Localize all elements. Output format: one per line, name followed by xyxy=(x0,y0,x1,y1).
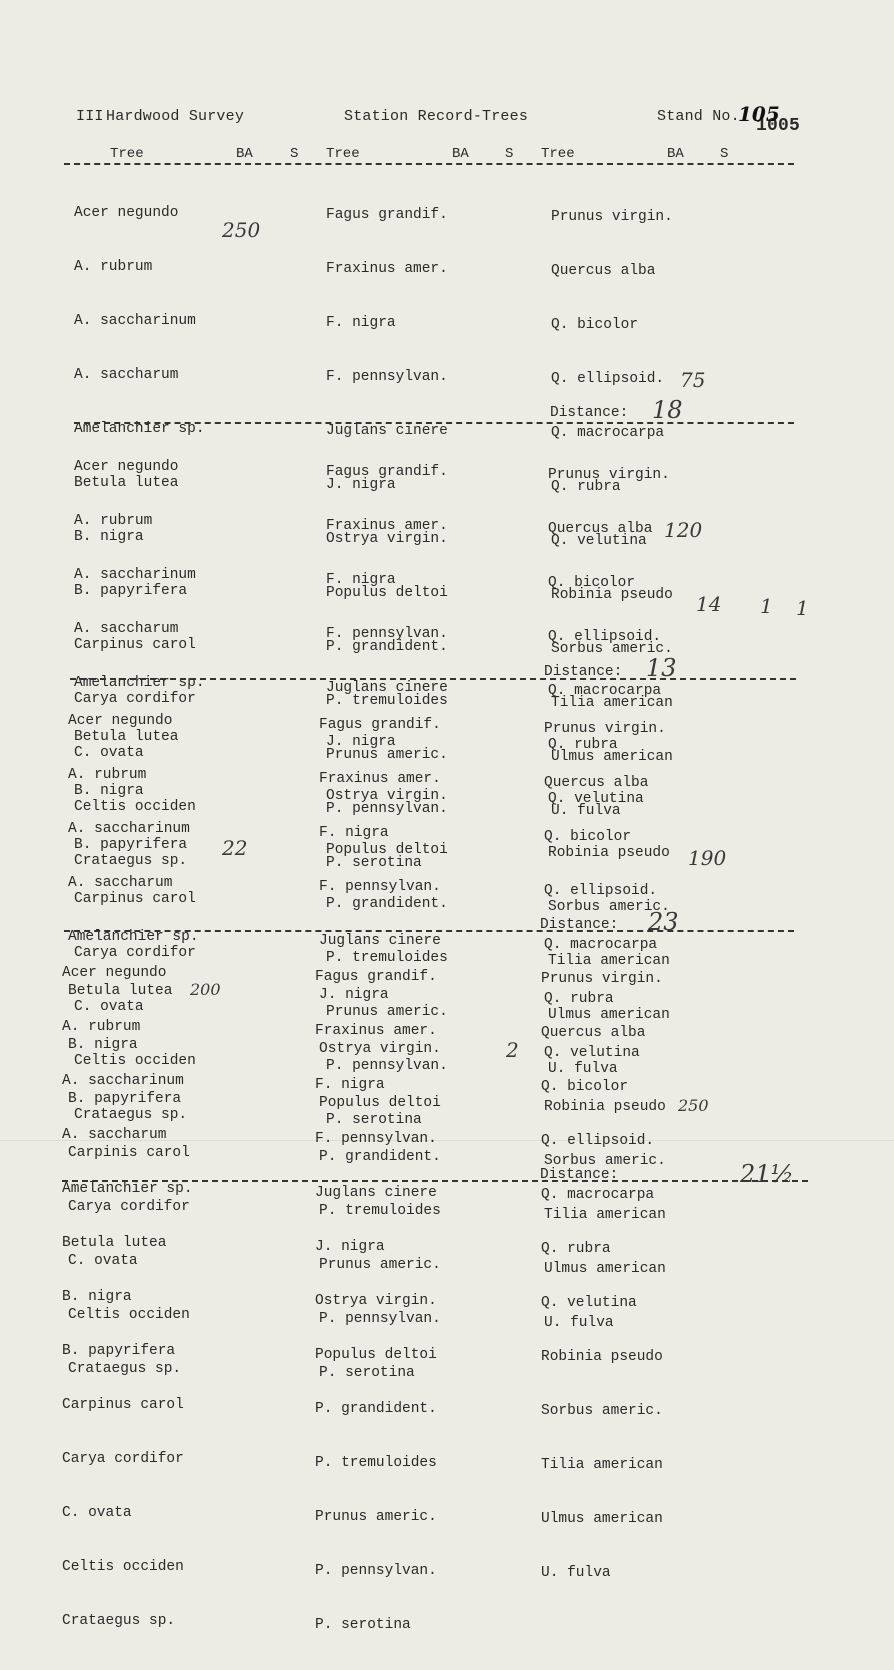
list-item: Juglans cinere xyxy=(326,423,448,439)
list-item: Acer negundo xyxy=(62,965,167,981)
list-item: B. nigra xyxy=(74,529,144,545)
list-item: P. tremuloides xyxy=(326,693,448,709)
list-item: P. grandident. xyxy=(315,1401,437,1417)
list-item: Celtis occiden xyxy=(68,1307,190,1323)
list-item: Amelanchier sp. xyxy=(62,1181,193,1197)
list-item: Carpinis carol xyxy=(68,1145,190,1161)
list-item: Amelanchier sp. xyxy=(74,675,205,691)
distance-value: 23 xyxy=(648,908,679,936)
list-item: Ulmus american xyxy=(551,749,673,765)
distance-value: 21½ xyxy=(740,1160,794,1188)
list-item: F. nigra xyxy=(326,572,396,588)
handwritten-value: 75 xyxy=(680,368,706,392)
list-item: Crataegus sp. xyxy=(62,1613,176,1629)
list-item: F. pennsylvan. xyxy=(315,1131,437,1147)
list-item: F. pennsylvan. xyxy=(326,369,448,385)
list-item: Betula lutea xyxy=(74,729,179,745)
list-item: B. nigra xyxy=(62,1289,132,1305)
col3-s-header: S xyxy=(720,146,729,162)
list-item: Acer negundo xyxy=(74,459,179,475)
list-item: Populus deltoi xyxy=(319,1095,441,1111)
list-item: Prunus americ. xyxy=(326,747,448,763)
section4-col3 xyxy=(541,934,663,1618)
list-item: A. rubrum xyxy=(74,259,153,275)
list-item: Fraxinus amer. xyxy=(315,1023,437,1039)
list-item: Ulmus american xyxy=(548,1007,670,1023)
distance-value: 13 xyxy=(646,654,677,682)
list-item: U. fulva xyxy=(551,803,621,819)
list-item: P. serotina xyxy=(326,1112,422,1128)
list-item: Q. bicolor xyxy=(551,317,639,333)
list-item: P. grandident. xyxy=(319,1149,441,1165)
list-item: B. papyrifera xyxy=(74,583,188,599)
list-item: Populus deltoi xyxy=(315,1347,437,1363)
list-item: U. fulva xyxy=(541,1565,611,1581)
list-item: Q. bicolor xyxy=(548,575,636,591)
list-item: Q. velutina xyxy=(541,1295,637,1311)
handwritten-value: 120 xyxy=(664,518,703,542)
list-item: Amelanchier sp. xyxy=(68,929,199,945)
list-item: Prunus virgin. xyxy=(551,209,673,225)
list-item: Carya cordifor xyxy=(62,1451,184,1467)
list-item: Robinia pseudo xyxy=(544,1099,666,1115)
list-item: Q. rubra xyxy=(541,1241,611,1257)
list-item: Quercus alba xyxy=(548,521,653,537)
list-item: Sorbus americ. xyxy=(548,899,670,915)
form-id: III xyxy=(76,108,104,125)
list-item: F. nigra xyxy=(319,825,389,841)
handwritten-value: 14 xyxy=(696,592,722,616)
handwritten-mark: 1 xyxy=(796,596,809,620)
list-item: Populus deltoi xyxy=(326,842,448,858)
col1-ba-header: BA xyxy=(236,146,253,162)
list-item: Robinia pseudo xyxy=(551,587,673,603)
list-item: Betula lutea xyxy=(62,1235,167,1251)
list-item: Fagus grandif. xyxy=(319,717,441,733)
list-item: Prunus virgin. xyxy=(544,721,666,737)
list-item: A. rubrum xyxy=(74,513,153,529)
list-item: Prunus virgin. xyxy=(541,971,663,987)
list-item: A. rubrum xyxy=(68,767,147,783)
list-item: P. serotina xyxy=(326,855,422,871)
list-item: P. tremuloides xyxy=(315,1455,437,1471)
list-item: Tilia american xyxy=(544,1207,666,1223)
list-item: A. saccharum xyxy=(74,621,179,637)
list-item: F. pennsylvan. xyxy=(326,626,448,642)
list-item: Q. ellipsoid. xyxy=(551,371,665,387)
list-item: C. ovata xyxy=(62,1505,132,1521)
list-item: Ulmus american xyxy=(544,1261,666,1277)
handwritten-value: 250 xyxy=(678,1096,709,1115)
list-item: J. nigra xyxy=(315,1239,385,1255)
paper-fold xyxy=(0,1140,894,1141)
list-item: Q. bicolor xyxy=(541,1079,629,1095)
header-divider xyxy=(64,163,794,165)
list-item: Fagus grandif. xyxy=(315,969,437,985)
col2-ba-header: BA xyxy=(452,146,469,162)
list-item: A. saccharum xyxy=(74,367,179,383)
stand-number-typed: 1005 xyxy=(756,116,801,136)
list-item: B. papyrifera xyxy=(74,837,188,853)
list-item: Amelanchier sp. xyxy=(74,421,205,437)
list-item: Fraxinus amer. xyxy=(319,771,441,787)
list-item: Quercus alba xyxy=(551,263,656,279)
list-item: Quercus alba xyxy=(544,775,649,791)
distance-value: 18 xyxy=(652,396,683,424)
list-item: A. saccharum xyxy=(62,1127,167,1143)
list-item: P. grandident. xyxy=(326,639,448,655)
list-item: Prunus americ. xyxy=(326,1004,448,1020)
list-item: F. pennsylvan. xyxy=(319,879,441,895)
col1-tree-header: Tree xyxy=(110,146,144,162)
list-item: Tilia american xyxy=(551,695,673,711)
list-item: Carpinus carol xyxy=(74,637,196,653)
handwritten-value: 250 xyxy=(222,218,261,242)
list-item: Q. ellipsoid. xyxy=(544,883,658,899)
list-item: Q. rubra xyxy=(551,479,621,495)
list-item: B. nigra xyxy=(74,783,144,799)
list-item: C. ovata xyxy=(68,1253,138,1269)
list-item: Q. bicolor xyxy=(544,829,632,845)
list-item: B. nigra xyxy=(68,1037,138,1053)
list-item: Q. velutina xyxy=(548,791,644,807)
list-item: Celtis occiden xyxy=(74,799,196,815)
list-item: Tilia american xyxy=(541,1457,663,1473)
col2-tree-header: Tree xyxy=(326,146,360,162)
list-item: Ostrya virgin. xyxy=(326,788,448,804)
list-item: P. pennsylvan. xyxy=(326,1058,448,1074)
list-item: J. nigra xyxy=(319,987,389,1003)
list-item: Ostrya virgin. xyxy=(319,1041,441,1057)
list-item: B. papyrifera xyxy=(62,1343,176,1359)
list-item: Prunus virgin. xyxy=(548,467,670,483)
list-item: Carya cordifor xyxy=(68,1199,190,1215)
list-item: Q. velutina xyxy=(544,1045,640,1061)
list-item: Betula lutea xyxy=(68,983,173,999)
list-item: Carpinus carol xyxy=(74,891,196,907)
list-item: Ostrya virgin. xyxy=(315,1293,437,1309)
section-divider xyxy=(62,1180,808,1182)
list-item: Crataegus sp. xyxy=(74,1107,188,1123)
list-item: Acer negundo xyxy=(74,205,179,221)
list-item: J. nigra xyxy=(326,734,396,750)
list-item: Fraxinus amer. xyxy=(326,518,448,534)
list-item: Prunus americ. xyxy=(319,1257,441,1273)
list-item: P. pennsylvan. xyxy=(326,801,448,817)
list-item: A. saccharinum xyxy=(74,567,196,583)
list-item: F. nigra xyxy=(326,315,396,331)
list-item: P. grandident. xyxy=(326,896,448,912)
col1-s-header: S xyxy=(290,146,299,162)
list-item: U. fulva xyxy=(548,1061,618,1077)
distance-label: Distance: xyxy=(550,405,629,421)
list-item: Q. macrocarpa xyxy=(548,683,662,699)
list-item: Sorbus americ. xyxy=(551,641,673,657)
list-item: A. saccharinum xyxy=(74,313,196,329)
list-item: C. ovata xyxy=(74,745,144,761)
list-item: B. papyrifera xyxy=(68,1091,182,1107)
list-item: J. nigra xyxy=(326,477,396,493)
list-item: Acer negundo xyxy=(68,713,173,729)
list-item: Fraxinus amer. xyxy=(326,261,448,277)
list-item: Q. ellipsoid. xyxy=(548,629,662,645)
distance-label: Distance: xyxy=(540,917,619,933)
list-item: Carpinus carol xyxy=(62,1397,184,1413)
list-item: Juglans cinere xyxy=(326,680,448,696)
list-item: Betula lutea xyxy=(74,475,179,491)
list-item: Q. rubra xyxy=(548,737,618,753)
list-item: P. pennsylvan. xyxy=(315,1563,437,1579)
list-item: Q. macrocarpa xyxy=(551,425,665,441)
list-item: Tilia american xyxy=(548,953,670,969)
list-item: P. tremuloides xyxy=(326,950,448,966)
list-item: Carya cordifor xyxy=(74,945,196,961)
list-item: P. tremuloides xyxy=(319,1203,441,1219)
list-item: Q. macrocarpa xyxy=(544,937,658,953)
handwritten-value: 2 xyxy=(506,1038,519,1062)
list-item: Celtis occiden xyxy=(74,1053,196,1069)
col3-tree-header: Tree xyxy=(541,146,575,162)
list-item: A. saccharum xyxy=(68,875,173,891)
list-item: Fagus grandif. xyxy=(326,207,448,223)
list-item: Q. rubra xyxy=(544,991,614,1007)
list-item: Juglans cinere xyxy=(319,933,441,949)
list-item: Robinia pseudo xyxy=(541,1349,663,1365)
handwritten-value: 22 xyxy=(222,836,248,860)
list-item: U. fulva xyxy=(544,1315,614,1331)
list-item: A. saccharinum xyxy=(62,1073,184,1089)
handwritten-value: 190 xyxy=(688,846,727,870)
section4-col1 xyxy=(62,928,193,1666)
list-item: Crataegus sp. xyxy=(74,853,188,869)
stand-label: Stand No. xyxy=(657,108,740,125)
list-item: Q. macrocarpa xyxy=(541,1187,655,1203)
list-item: P. serotina xyxy=(315,1617,411,1633)
survey-title: Hardwood Survey xyxy=(106,108,245,125)
list-item: Q. ellipsoid. xyxy=(541,1133,655,1149)
list-item: Populus deltoi xyxy=(326,585,448,601)
list-item: Q. velutina xyxy=(551,533,647,549)
list-item: A. saccharinum xyxy=(68,821,190,837)
record-type: Station Record-Trees xyxy=(344,108,529,125)
list-item: F. nigra xyxy=(315,1077,385,1093)
list-item: Juglans cinere xyxy=(315,1185,437,1201)
stand-number-handwritten: 105 xyxy=(738,102,780,126)
list-item: A. rubrum xyxy=(62,1019,141,1035)
list-item: Ostrya virgin. xyxy=(326,531,448,547)
list-item: P. serotina xyxy=(319,1365,415,1381)
list-item: Sorbus americ. xyxy=(544,1153,666,1169)
list-item: Celtis occiden xyxy=(62,1559,184,1575)
col3-ba-header: BA xyxy=(667,146,684,162)
list-item: Ulmus american xyxy=(541,1511,663,1527)
section4-col2 xyxy=(315,932,437,1670)
list-item: Crataegus sp. xyxy=(68,1361,182,1377)
list-item: Sorbus americ. xyxy=(541,1403,663,1419)
list-item: C. ovata xyxy=(74,999,144,1015)
list-item: Robinia pseudo xyxy=(548,845,670,861)
list-item: Prunus americ. xyxy=(315,1509,437,1525)
distance-label: Distance: xyxy=(544,664,623,680)
list-item: P. pennsylvan. xyxy=(319,1311,441,1327)
list-item: Carya cordifor xyxy=(74,691,196,707)
handwritten-mark: 1 xyxy=(760,594,773,618)
col2-s-header: S xyxy=(505,146,514,162)
handwritten-value: 200 xyxy=(190,980,221,999)
list-item: Fagus grandif. xyxy=(326,464,448,480)
distance-label: Distance: xyxy=(540,1167,619,1183)
list-item: Quercus alba xyxy=(541,1025,646,1041)
